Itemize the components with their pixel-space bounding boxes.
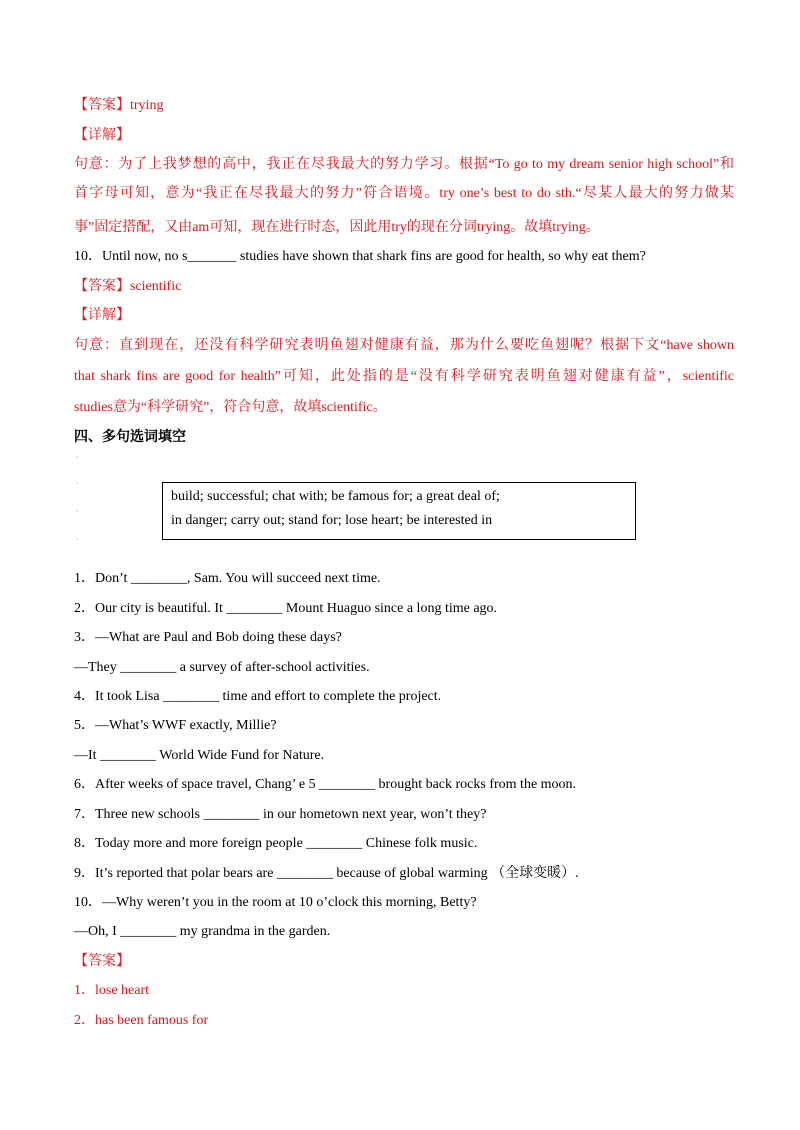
answer-tag: 【答案】 bbox=[74, 98, 130, 113]
detail-9-line-3: 事”固定搭配，又由am可知，现在进行时态，因此用try的现在分词trying。故填trying。 bbox=[74, 220, 600, 235]
question-row bbox=[74, 716, 734, 736]
question-text: It’s reported that polar bears are ________ because of global warming （全球变暖）. bbox=[95, 866, 579, 881]
word-bank-line-1: build; successful; chat with; be famous for; a great deal of; bbox=[171, 489, 500, 504]
question-row bbox=[74, 746, 734, 766]
answer-value: trying bbox=[130, 98, 164, 113]
question-text: —What’s WWF exactly, Millie? bbox=[95, 718, 277, 733]
question-row bbox=[74, 658, 734, 678]
detail-9-line-1: 句意：为了上我梦想的高中，我正在尽我最大的努力学习。根据“To go to my dream senior high school”和 bbox=[74, 157, 734, 172]
answer-text: lose heart bbox=[95, 983, 150, 998]
question-row bbox=[74, 687, 734, 707]
question-row bbox=[74, 775, 734, 795]
question-number: 7． bbox=[74, 807, 95, 822]
question-number: 9． bbox=[74, 866, 95, 881]
paragraph-mark: · bbox=[76, 479, 79, 488]
answer-number: 2． bbox=[74, 1013, 95, 1028]
paragraph-mark: · bbox=[76, 507, 79, 516]
question-text: —Why weren’t you in the room at 10 o’clock this morning, Betty? bbox=[102, 895, 477, 910]
question-10 bbox=[74, 247, 734, 267]
question-text: —Oh, I ________ my grandma in the garden. bbox=[74, 924, 331, 939]
detail-10-tag: 【详解】 bbox=[74, 308, 130, 323]
question-text: —It ________ World Wide Fund for Nature. bbox=[74, 748, 325, 763]
question-number: 3． bbox=[74, 630, 95, 645]
word-bank-line-2: in danger; carry out; stand for; lose heart; be interested in bbox=[171, 513, 493, 528]
answer-tag: 【答案】 bbox=[74, 279, 130, 294]
question-number: 10． bbox=[74, 895, 102, 910]
answer-row bbox=[74, 1011, 734, 1031]
question-number: 2． bbox=[74, 601, 95, 616]
question-number: 10． bbox=[74, 249, 102, 264]
question-row bbox=[74, 864, 734, 884]
question-number: 5． bbox=[74, 718, 95, 733]
question-text: —They ________ a survey of after-school activities. bbox=[74, 660, 370, 675]
question-text: It took Lisa ________ time and effort to complete the project. bbox=[95, 689, 442, 704]
question-text: Don’t ________, Sam. You will succeed next time. bbox=[95, 571, 381, 586]
question-row bbox=[74, 569, 734, 589]
question-row bbox=[74, 922, 734, 942]
answer-value: scientific bbox=[130, 279, 182, 294]
detail-9-tag: 【详解】 bbox=[74, 128, 130, 143]
section-answer-tag: 【答案】 bbox=[74, 954, 130, 969]
question-row bbox=[74, 599, 734, 619]
paragraph-mark: · bbox=[76, 535, 79, 544]
section-title: 四、多句选词填空 bbox=[74, 430, 186, 445]
question-number: 4． bbox=[74, 689, 95, 704]
detail-10-line-1: 句意：直到现在，还没有科学研究表明鱼翅对健康有益，那为什么要吃鱼翅呢？根据下文“have shown bbox=[74, 338, 734, 353]
question-text: Our city is beautiful. It ________ Mount Huaguo since a long time ago. bbox=[95, 601, 498, 616]
question-number: 6． bbox=[74, 777, 95, 792]
question-number: 8． bbox=[74, 836, 95, 851]
answer-10-line bbox=[74, 277, 734, 297]
detail-10-line-3: studies意为“科学研究”，符合句意，故填scientific。 bbox=[74, 400, 387, 415]
answer-text: has been famous for bbox=[95, 1013, 209, 1028]
question-text: After weeks of space travel, Chang’ e 5 ________ brought back rocks from the moon. bbox=[95, 777, 577, 792]
detail-9-line-2: 首字母可知，意为“我正在尽我最大的努力”符合语境。try one’s best to do sth.“尽某人最大的努力做某 bbox=[74, 186, 734, 201]
question-text: —What are Paul and Bob doing these days? bbox=[95, 630, 342, 645]
word-bank-box bbox=[162, 482, 636, 540]
question-row bbox=[74, 893, 734, 913]
answer-number: 1． bbox=[74, 983, 95, 998]
question-text: Today more and more foreign people ________ Chinese folk music. bbox=[95, 836, 478, 851]
detail-10-line-2: that shark fins are good for health”可知，此处指的是“没有科学研究表明鱼翅对健康有益”，scientific bbox=[74, 369, 734, 384]
question-row bbox=[74, 628, 734, 648]
question-row bbox=[74, 834, 734, 854]
question-text: Three new schools ________ in our hometown next year, won’t they? bbox=[95, 807, 487, 822]
question-row bbox=[74, 805, 734, 825]
answer-row bbox=[74, 981, 734, 1001]
question-number: 1． bbox=[74, 571, 95, 586]
question-text: Until now, no s_______ studies have shown that shark fins are good for health, so why eat them? bbox=[102, 249, 646, 264]
paragraph-mark: · bbox=[76, 453, 79, 462]
answer-9-line bbox=[74, 96, 734, 116]
